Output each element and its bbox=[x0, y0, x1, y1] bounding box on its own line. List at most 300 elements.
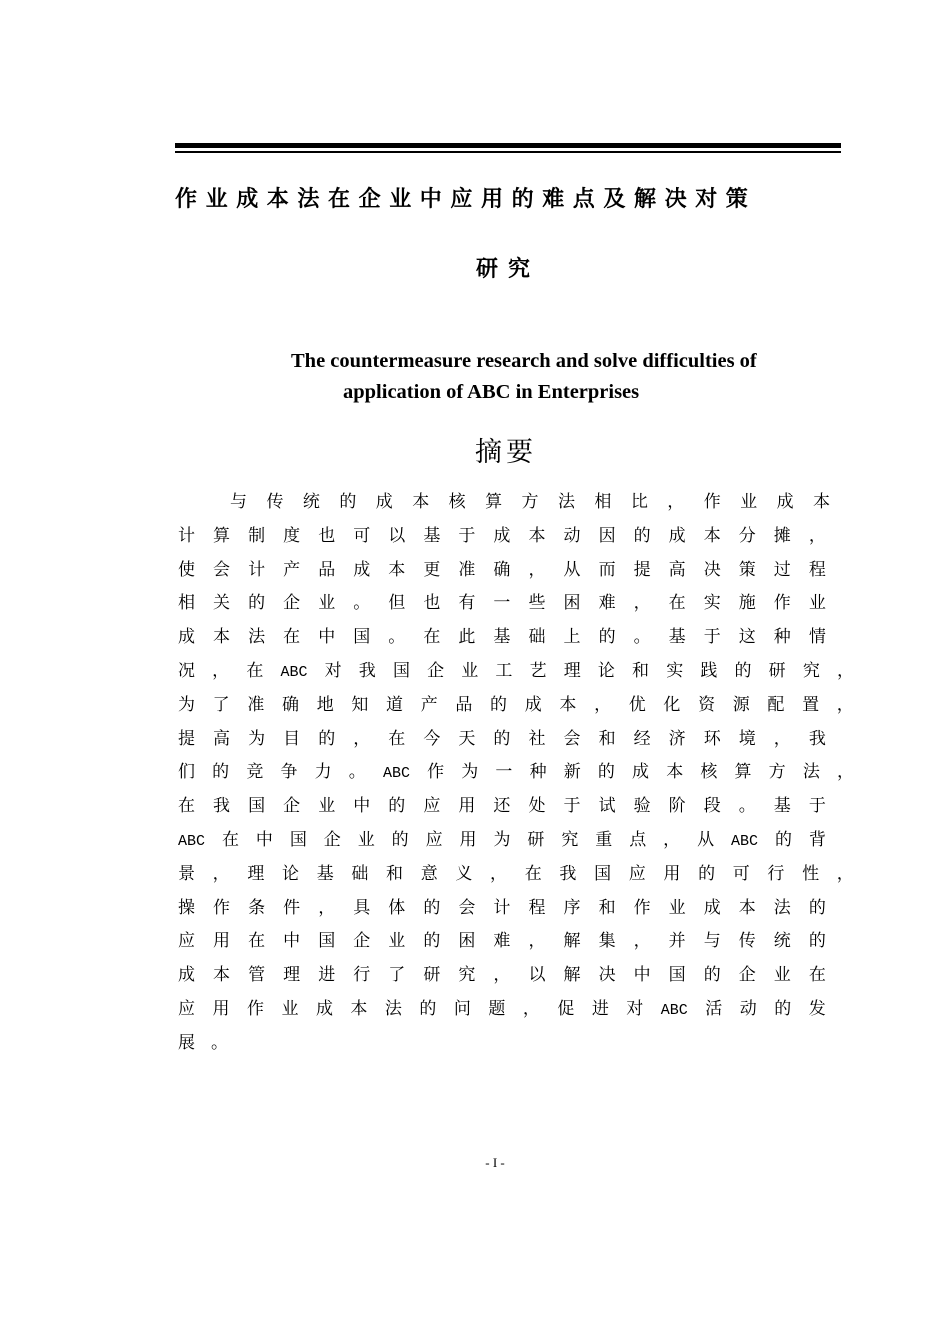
abstract-token: ， bbox=[212, 660, 230, 681]
abstract-line bbox=[178, 994, 826, 1028]
abstract-token: 我 bbox=[559, 863, 577, 884]
abstract-token: 国 bbox=[353, 627, 371, 648]
abstract-token: 进 bbox=[591, 998, 609, 1019]
abstract-line bbox=[178, 487, 830, 521]
abstract-token: 业 bbox=[318, 593, 336, 614]
abstract-token: ， bbox=[808, 525, 826, 546]
abstract-token: 业 bbox=[668, 897, 686, 918]
chinese-title-line-1: 作业成本法在企业中应用的难点及解决对策 bbox=[175, 187, 757, 212]
abstract-token: 实 bbox=[666, 660, 684, 681]
abstract-token: 本 bbox=[213, 965, 231, 986]
abstract-token: 础 bbox=[528, 627, 546, 648]
abstract-token: 成 bbox=[703, 897, 721, 918]
abstract-token: 相 bbox=[594, 492, 612, 512]
abstract-token: 本 bbox=[559, 694, 577, 715]
abstract-token: 。 bbox=[388, 627, 406, 648]
abstract-token: ABC bbox=[178, 832, 206, 850]
chinese-title-line-2: 研究 bbox=[475, 257, 540, 282]
abstract-token: 应 bbox=[628, 863, 646, 884]
abstract-token: 核 bbox=[448, 492, 466, 512]
abstract-token: 序 bbox=[563, 897, 581, 918]
abstract-token: 为 bbox=[248, 728, 266, 749]
abstract-token: 的 bbox=[774, 829, 792, 850]
abstract-token: 论 bbox=[282, 863, 300, 884]
abstract-token: 在 bbox=[221, 829, 239, 850]
abstract-token: 行 bbox=[353, 965, 371, 986]
abstract-token: 资 bbox=[698, 694, 716, 715]
abstract-token: 在 bbox=[246, 660, 264, 681]
abstract-line bbox=[178, 757, 854, 791]
abstract-token: 在 bbox=[423, 627, 441, 648]
abstract-token: 工 bbox=[495, 660, 513, 681]
abstract-token: 体 bbox=[388, 897, 406, 918]
abstract-token: 对 bbox=[324, 660, 342, 681]
abstract-token: 法 bbox=[773, 897, 791, 918]
header-rule-thin bbox=[175, 151, 841, 153]
abstract-token: 企 bbox=[323, 829, 341, 850]
abstract-token: ， bbox=[633, 593, 651, 614]
abstract-token: 算 bbox=[485, 492, 503, 512]
abstract-token: 配 bbox=[767, 694, 785, 715]
abstract-token: 。 bbox=[353, 593, 371, 614]
abstract-token: 的 bbox=[419, 998, 437, 1019]
abstract-token: 况 bbox=[178, 660, 195, 681]
abstract-token: 力 bbox=[314, 762, 332, 783]
abstract-token: 法 bbox=[384, 998, 402, 1019]
abstract-token: 本 bbox=[813, 492, 830, 512]
abstract-token: 件 bbox=[283, 897, 301, 918]
abstract-token: 化 bbox=[663, 694, 681, 715]
abstract-token: 以 bbox=[388, 525, 406, 546]
abstract-token: 社 bbox=[528, 728, 546, 749]
abstract-token: 基 bbox=[773, 796, 791, 817]
abstract-token: 新 bbox=[563, 762, 581, 783]
abstract-token: 的 bbox=[597, 762, 615, 783]
abstract-token: 中 bbox=[318, 627, 336, 648]
abstract-token: 的 bbox=[423, 931, 441, 952]
abstract-token: 一 bbox=[493, 593, 511, 614]
abstract-token: 操 bbox=[178, 897, 195, 918]
abstract-token: 计 bbox=[248, 559, 266, 580]
abstract-token: 在 bbox=[524, 863, 542, 884]
abstract-token: 摊 bbox=[773, 525, 791, 546]
abstract-token: 在 bbox=[388, 728, 406, 749]
abstract-token: 成 bbox=[493, 525, 511, 546]
abstract-token: 争 bbox=[280, 762, 298, 783]
abstract-token: 使 bbox=[178, 559, 195, 580]
abstract-token: 景 bbox=[178, 863, 195, 884]
abstract-token: 知 bbox=[351, 694, 369, 715]
abstract-token: ， bbox=[667, 492, 685, 512]
abstract-token: 究 bbox=[561, 829, 579, 850]
abstract-token: 从 bbox=[697, 829, 715, 850]
abstract-token: 本 bbox=[213, 627, 231, 648]
abstract-token: 的 bbox=[388, 796, 406, 817]
abstract-token: 品 bbox=[318, 559, 336, 580]
abstract-token: 和 bbox=[598, 728, 616, 749]
abstract-token: 法 bbox=[248, 627, 266, 648]
abstract-token: 竞 bbox=[246, 762, 264, 783]
abstract-line bbox=[178, 825, 826, 859]
abstract-token: 策 bbox=[738, 559, 756, 580]
abstract-token: 传 bbox=[266, 492, 284, 512]
abstract-body bbox=[178, 487, 854, 1062]
abstract-token: 确 bbox=[493, 559, 511, 580]
abstract-token: ， bbox=[633, 931, 651, 952]
abstract-token: 研 bbox=[423, 965, 441, 986]
abstract-token: 了 bbox=[212, 694, 230, 715]
abstract-token: 作 bbox=[703, 492, 721, 512]
abstract-token: 业 bbox=[808, 593, 826, 614]
abstract-token: 企 bbox=[283, 796, 301, 817]
abstract-line bbox=[178, 656, 854, 690]
abstract-token: 企 bbox=[353, 931, 371, 952]
abstract-token: 成 bbox=[668, 525, 686, 546]
abstract-token: 本 bbox=[528, 525, 546, 546]
abstract-token: 在 bbox=[808, 965, 826, 986]
abstract-token: 环 bbox=[703, 728, 721, 749]
english-title-line-1: The countermeasure research and solve difficulties of bbox=[291, 350, 757, 372]
abstract-token: 而 bbox=[598, 559, 616, 580]
abstract-token: 我 bbox=[213, 796, 231, 817]
abstract-token: 统 bbox=[773, 931, 791, 952]
abstract-token: ， bbox=[490, 863, 508, 884]
abstract-line bbox=[178, 791, 826, 825]
abstract-token: 成 bbox=[632, 762, 650, 783]
abstract-token: ABC bbox=[280, 663, 308, 681]
abstract-token: 道 bbox=[386, 694, 404, 715]
abstract-token: 算 bbox=[213, 525, 231, 546]
abstract-token: 义 bbox=[455, 863, 473, 884]
abstract-token: 些 bbox=[528, 593, 546, 614]
abstract-token: 我 bbox=[358, 660, 376, 681]
abstract-token: 作 bbox=[633, 897, 651, 918]
abstract-heading: 摘要 bbox=[475, 437, 537, 468]
abstract-line bbox=[178, 555, 826, 589]
abstract-token: 国 bbox=[392, 660, 410, 681]
abstract-token: 与 bbox=[703, 931, 721, 952]
abstract-token: 决 bbox=[703, 559, 721, 580]
abstract-token: 的 bbox=[703, 965, 721, 986]
abstract-token: 制 bbox=[248, 525, 266, 546]
abstract-line bbox=[178, 521, 826, 555]
abstract-token: 理 bbox=[283, 965, 301, 986]
abstract-token: ， bbox=[836, 660, 854, 681]
abstract-token: 计 bbox=[178, 525, 195, 546]
abstract-token: 从 bbox=[563, 559, 581, 580]
abstract-token: 于 bbox=[703, 627, 721, 648]
abstract-token: 理 bbox=[247, 863, 265, 884]
abstract-token: ， bbox=[528, 559, 546, 580]
abstract-token: 国 bbox=[248, 796, 266, 817]
abstract-token: 为 bbox=[461, 762, 479, 783]
abstract-token: 企 bbox=[738, 965, 756, 986]
abstract-token: 管 bbox=[248, 965, 266, 986]
abstract-token: 用 bbox=[663, 863, 681, 884]
abstract-token: 展 bbox=[178, 1032, 195, 1053]
abstract-token: 的 bbox=[490, 694, 508, 715]
abstract-token: 的 bbox=[423, 897, 441, 918]
abstract-token: 会 bbox=[563, 728, 581, 749]
abstract-token: 的 bbox=[339, 492, 357, 512]
abstract-token: 的 bbox=[808, 931, 826, 952]
abstract-token: 境 bbox=[738, 728, 756, 749]
abstract-token: 活 bbox=[705, 998, 723, 1019]
abstract-token: 这 bbox=[738, 627, 756, 648]
abstract-token: ， bbox=[836, 863, 854, 884]
abstract-token: 解 bbox=[563, 931, 581, 952]
abstract-token: 与 bbox=[230, 492, 247, 512]
abstract-token: 应 bbox=[425, 829, 443, 850]
abstract-token: 的 bbox=[212, 762, 230, 783]
abstract-token: 用 bbox=[213, 931, 231, 952]
abstract-token: 天 bbox=[458, 728, 476, 749]
abstract-token: 方 bbox=[521, 492, 539, 512]
abstract-token: 因 bbox=[598, 525, 616, 546]
abstract-token: 段 bbox=[703, 796, 721, 817]
abstract-token: 业 bbox=[740, 492, 758, 512]
abstract-token: 基 bbox=[668, 627, 686, 648]
abstract-token: 程 bbox=[808, 559, 826, 580]
abstract-token: 本 bbox=[350, 998, 368, 1019]
abstract-line bbox=[178, 1028, 228, 1062]
abstract-token: 企 bbox=[427, 660, 445, 681]
abstract-token: 基 bbox=[423, 525, 441, 546]
abstract-token: 为 bbox=[178, 694, 195, 715]
abstract-token: 本 bbox=[738, 897, 756, 918]
abstract-token: 应 bbox=[178, 998, 195, 1019]
abstract-token: 企 bbox=[283, 593, 301, 614]
abstract-token: 中 bbox=[255, 829, 273, 850]
abstract-token: 性 bbox=[802, 863, 820, 884]
abstract-token: 业 bbox=[357, 829, 375, 850]
abstract-token: 此 bbox=[458, 627, 476, 648]
abstract-token: 核 bbox=[700, 762, 718, 783]
abstract-token: 条 bbox=[248, 897, 266, 918]
abstract-token: 成 bbox=[524, 694, 542, 715]
abstract-token: ， bbox=[773, 728, 791, 749]
abstract-token: 础 bbox=[351, 863, 369, 884]
abstract-token: 方 bbox=[768, 762, 786, 783]
abstract-token: 准 bbox=[247, 694, 265, 715]
abstract-token: 困 bbox=[563, 593, 581, 614]
abstract-token: 的 bbox=[318, 728, 336, 749]
abstract-token: 研 bbox=[768, 660, 786, 681]
abstract-token: 究 bbox=[802, 660, 820, 681]
abstract-token: 并 bbox=[668, 931, 686, 952]
abstract-token: 产 bbox=[420, 694, 438, 715]
abstract-token: 高 bbox=[213, 728, 231, 749]
abstract-token: 以 bbox=[528, 965, 546, 986]
abstract-token: 基 bbox=[493, 627, 511, 648]
abstract-token: 成 bbox=[315, 998, 333, 1019]
abstract-token: 在 bbox=[283, 627, 301, 648]
abstract-token: 更 bbox=[423, 559, 441, 580]
abstract-token: 业 bbox=[461, 660, 479, 681]
abstract-token: 置 bbox=[802, 694, 820, 715]
abstract-token: ， bbox=[528, 931, 546, 952]
abstract-token: 种 bbox=[529, 762, 547, 783]
abstract-token: 动 bbox=[739, 998, 757, 1019]
abstract-token: ， bbox=[318, 897, 336, 918]
abstract-token: 点 bbox=[629, 829, 647, 850]
abstract-token: 。 bbox=[211, 1032, 228, 1053]
abstract-token: 作 bbox=[427, 762, 445, 783]
abstract-token: 在 bbox=[248, 931, 266, 952]
abstract-token: 究 bbox=[458, 965, 476, 986]
abstract-token: 业 bbox=[388, 931, 406, 952]
abstract-token: 动 bbox=[563, 525, 581, 546]
abstract-token: 解 bbox=[563, 965, 581, 986]
abstract-token: 可 bbox=[353, 525, 371, 546]
abstract-token: 基 bbox=[316, 863, 334, 884]
abstract-token: 的 bbox=[598, 627, 616, 648]
abstract-token: 准 bbox=[458, 559, 476, 580]
abstract-token: 用 bbox=[458, 796, 476, 817]
abstract-token: 们 bbox=[178, 762, 195, 783]
abstract-token: 度 bbox=[283, 525, 301, 546]
abstract-token: 今 bbox=[423, 728, 441, 749]
abstract-token: 我 bbox=[808, 728, 826, 749]
abstract-line bbox=[178, 690, 854, 724]
abstract-token: 提 bbox=[178, 728, 195, 749]
abstract-token: 成 bbox=[178, 627, 195, 648]
abstract-token: 中 bbox=[353, 796, 371, 817]
abstract-token: 确 bbox=[282, 694, 300, 715]
abstract-token: ， bbox=[663, 829, 681, 850]
header-rule-thick bbox=[175, 143, 841, 148]
abstract-token: 本 bbox=[388, 559, 406, 580]
abstract-token: 国 bbox=[289, 829, 307, 850]
abstract-token: 中 bbox=[633, 965, 651, 986]
abstract-token: 应 bbox=[178, 931, 195, 952]
abstract-token: 本 bbox=[412, 492, 430, 512]
abstract-token: ， bbox=[836, 762, 854, 783]
abstract-token: 目 bbox=[283, 728, 301, 749]
abstract-token: 的 bbox=[808, 897, 826, 918]
abstract-token: 也 bbox=[423, 593, 441, 614]
abstract-token: 本 bbox=[666, 762, 684, 783]
abstract-token: 法 bbox=[802, 762, 820, 783]
abstract-token: 意 bbox=[420, 863, 438, 884]
abstract-token: 的 bbox=[391, 829, 409, 850]
abstract-token: 会 bbox=[213, 559, 231, 580]
abstract-token: 地 bbox=[316, 694, 334, 715]
abstract-token: 国 bbox=[318, 931, 336, 952]
abstract-token: 成 bbox=[178, 965, 195, 986]
abstract-token: 在 bbox=[668, 593, 686, 614]
abstract-token: 艺 bbox=[529, 660, 547, 681]
abstract-token: 有 bbox=[458, 593, 476, 614]
abstract-token: 的 bbox=[248, 593, 266, 614]
abstract-token: 于 bbox=[458, 525, 476, 546]
abstract-line bbox=[178, 960, 826, 994]
abstract-line bbox=[178, 724, 826, 758]
abstract-token: 背 bbox=[808, 829, 826, 850]
abstract-token: 和 bbox=[632, 660, 650, 681]
abstract-token: 会 bbox=[458, 897, 476, 918]
abstract-token: 可 bbox=[732, 863, 750, 884]
abstract-token: 经 bbox=[633, 728, 651, 749]
abstract-token: 的 bbox=[734, 660, 752, 681]
abstract-token: ABC bbox=[660, 1001, 688, 1019]
abstract-token: 产 bbox=[283, 559, 301, 580]
abstract-token: 问 bbox=[453, 998, 471, 1019]
abstract-token: 成 bbox=[353, 559, 371, 580]
abstract-token: ， bbox=[493, 965, 511, 986]
abstract-token: ABC bbox=[382, 765, 410, 783]
abstract-token: 法 bbox=[557, 492, 575, 512]
abstract-token: 关 bbox=[213, 593, 231, 614]
abstract-token: 的 bbox=[633, 525, 651, 546]
abstract-token: 作 bbox=[773, 593, 791, 614]
abstract-token: 了 bbox=[388, 965, 406, 986]
abstract-token: 促 bbox=[557, 998, 575, 1019]
abstract-token: 程 bbox=[528, 897, 546, 918]
page-number: - I - bbox=[485, 1155, 505, 1170]
abstract-token: 也 bbox=[318, 525, 336, 546]
abstract-token: 高 bbox=[668, 559, 686, 580]
abstract-line bbox=[178, 859, 854, 893]
abstract-token: 验 bbox=[633, 796, 651, 817]
abstract-token: 践 bbox=[700, 660, 718, 681]
abstract-token: 上 bbox=[563, 627, 581, 648]
abstract-token: 施 bbox=[738, 593, 756, 614]
abstract-token: 品 bbox=[455, 694, 473, 715]
abstract-token: 。 bbox=[738, 796, 756, 817]
english-title-line-2: application of ABC in Enterprises bbox=[343, 381, 640, 403]
abstract-token: ， bbox=[212, 863, 230, 884]
abstract-line bbox=[178, 893, 826, 927]
abstract-token: 中 bbox=[283, 931, 301, 952]
abstract-token: 具 bbox=[353, 897, 371, 918]
abstract-token: 国 bbox=[668, 965, 686, 986]
abstract-token: 成 bbox=[776, 492, 794, 512]
abstract-token: 和 bbox=[598, 897, 616, 918]
abstract-token: 情 bbox=[808, 627, 826, 648]
abstract-token: 源 bbox=[732, 694, 750, 715]
abstract-line bbox=[178, 622, 826, 656]
abstract-token: 用 bbox=[459, 829, 477, 850]
abstract-line bbox=[178, 926, 826, 960]
abstract-token: 难 bbox=[598, 593, 616, 614]
abstract-token: 比 bbox=[630, 492, 648, 512]
abstract-token: 于 bbox=[808, 796, 826, 817]
abstract-token: 阶 bbox=[668, 796, 686, 817]
abstract-token: 处 bbox=[528, 796, 546, 817]
abstract-token: 理 bbox=[563, 660, 581, 681]
abstract-token: 为 bbox=[493, 829, 511, 850]
abstract-token: 一 bbox=[495, 762, 513, 783]
abstract-token: ， bbox=[522, 998, 540, 1019]
abstract-token: 应 bbox=[423, 796, 441, 817]
abstract-token: 题 bbox=[488, 998, 506, 1019]
abstract-token: 发 bbox=[808, 998, 826, 1019]
abstract-token: 业 bbox=[318, 796, 336, 817]
abstract-token: 进 bbox=[318, 965, 336, 986]
abstract-token: 。 bbox=[633, 627, 651, 648]
abstract-token: 重 bbox=[595, 829, 613, 850]
abstract-token: 还 bbox=[493, 796, 511, 817]
abstract-token: ， bbox=[836, 694, 854, 715]
abstract-token: 困 bbox=[458, 931, 476, 952]
abstract-token: 实 bbox=[703, 593, 721, 614]
abstract-token: 难 bbox=[493, 931, 511, 952]
abstract-token: ， bbox=[594, 694, 612, 715]
abstract-token: 和 bbox=[386, 863, 404, 884]
abstract-token: 传 bbox=[738, 931, 756, 952]
abstract-token: 。 bbox=[348, 762, 366, 783]
